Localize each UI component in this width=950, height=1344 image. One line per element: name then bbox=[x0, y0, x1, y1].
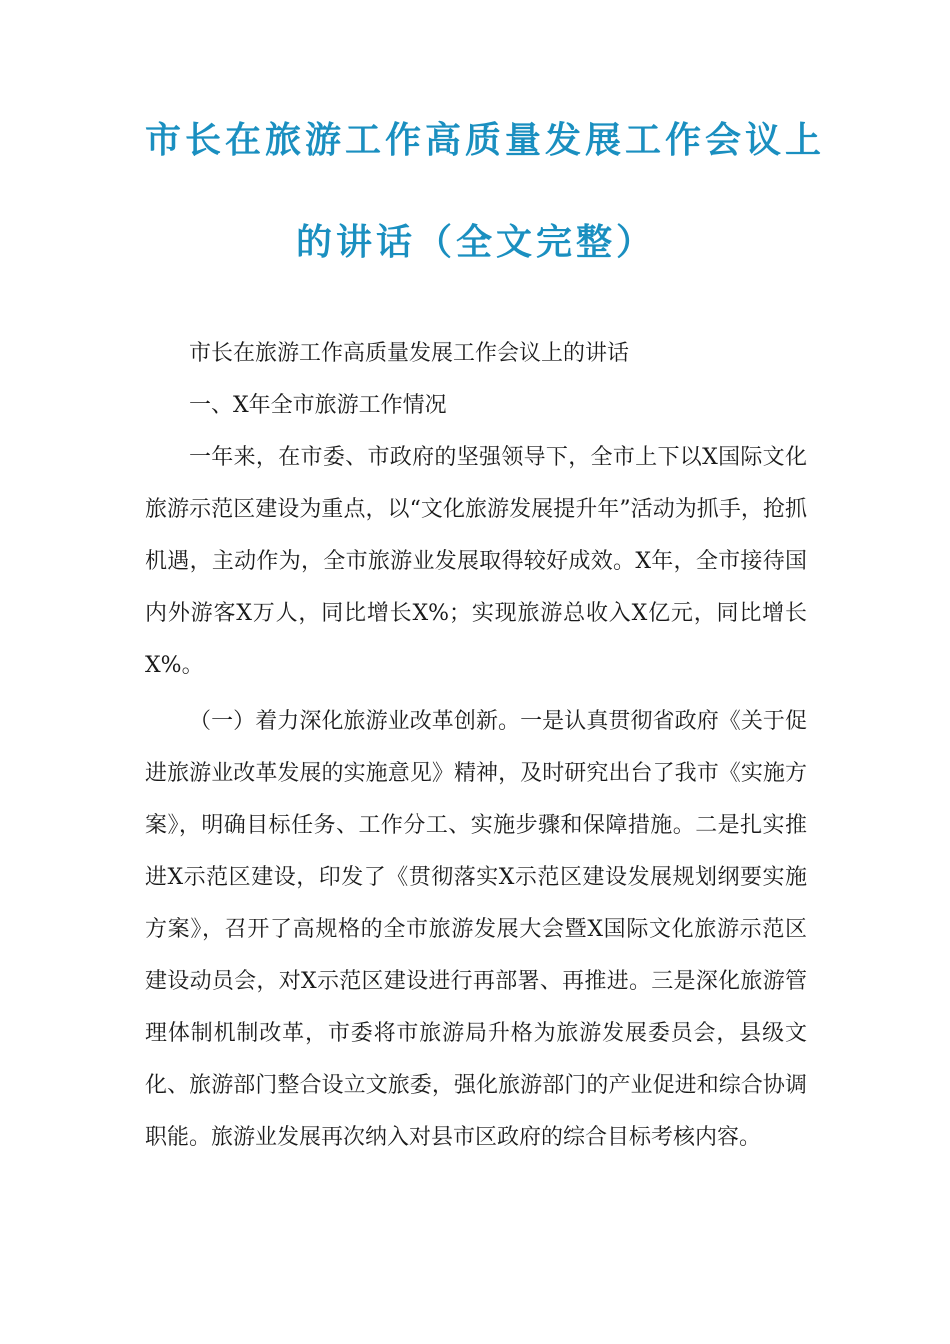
body-paragraph-reform: （一）着力深化旅游业改革创新。一是认真贯彻省政府《关于促进旅游业改革发展的实施意见》精神，及时研究出台了我市《实施方案》，明确目标任务、工作分工、实施步骤和保障措施。二是扎实推进X示范区建设，印发了《贯彻落实X示范区建设发展规划纲要实施方案》，召开了高规格的全市旅游发展大会暨X国际文化旅游示范区建设动员会，对X示范区建设进行再部署、再推进。三是深化旅游管理体制机制改革，市委将市旅游局升格为旅游发展委员会，县级文化、旅游部门整合设立文旅委，强化旅游部门的产业促进和综合协调职能。旅游业发展再次纳入对县市区政府的综合目标考核内容。 bbox=[145, 709, 807, 1150]
section-heading: 一、X年全市旅游工作情况 bbox=[189, 393, 447, 418]
speech-heading: 市长在旅游工作高质量发展工作会议上的讲话 bbox=[189, 341, 630, 366]
body-paragraph-overview: 一年来，在市委、市政府的坚强领导下，全市上下以X国际文化旅游示范区建设为重点，以“文化旅游发展提升年”活动为抓手，抢抓机遇，主动作为，全市旅游业发展取得较好成效。X年，全市接待国内外游客X万人，同比增长X%；实现旅游总收入X亿元，同比增长X%。 bbox=[145, 445, 807, 678]
document-body bbox=[145, 328, 807, 1164]
document-title-line-2: 的讲话（全文完整） bbox=[295, 221, 656, 263]
document-title-line-1: 市长在旅游工作高质量发展工作会议上 bbox=[145, 119, 826, 161]
